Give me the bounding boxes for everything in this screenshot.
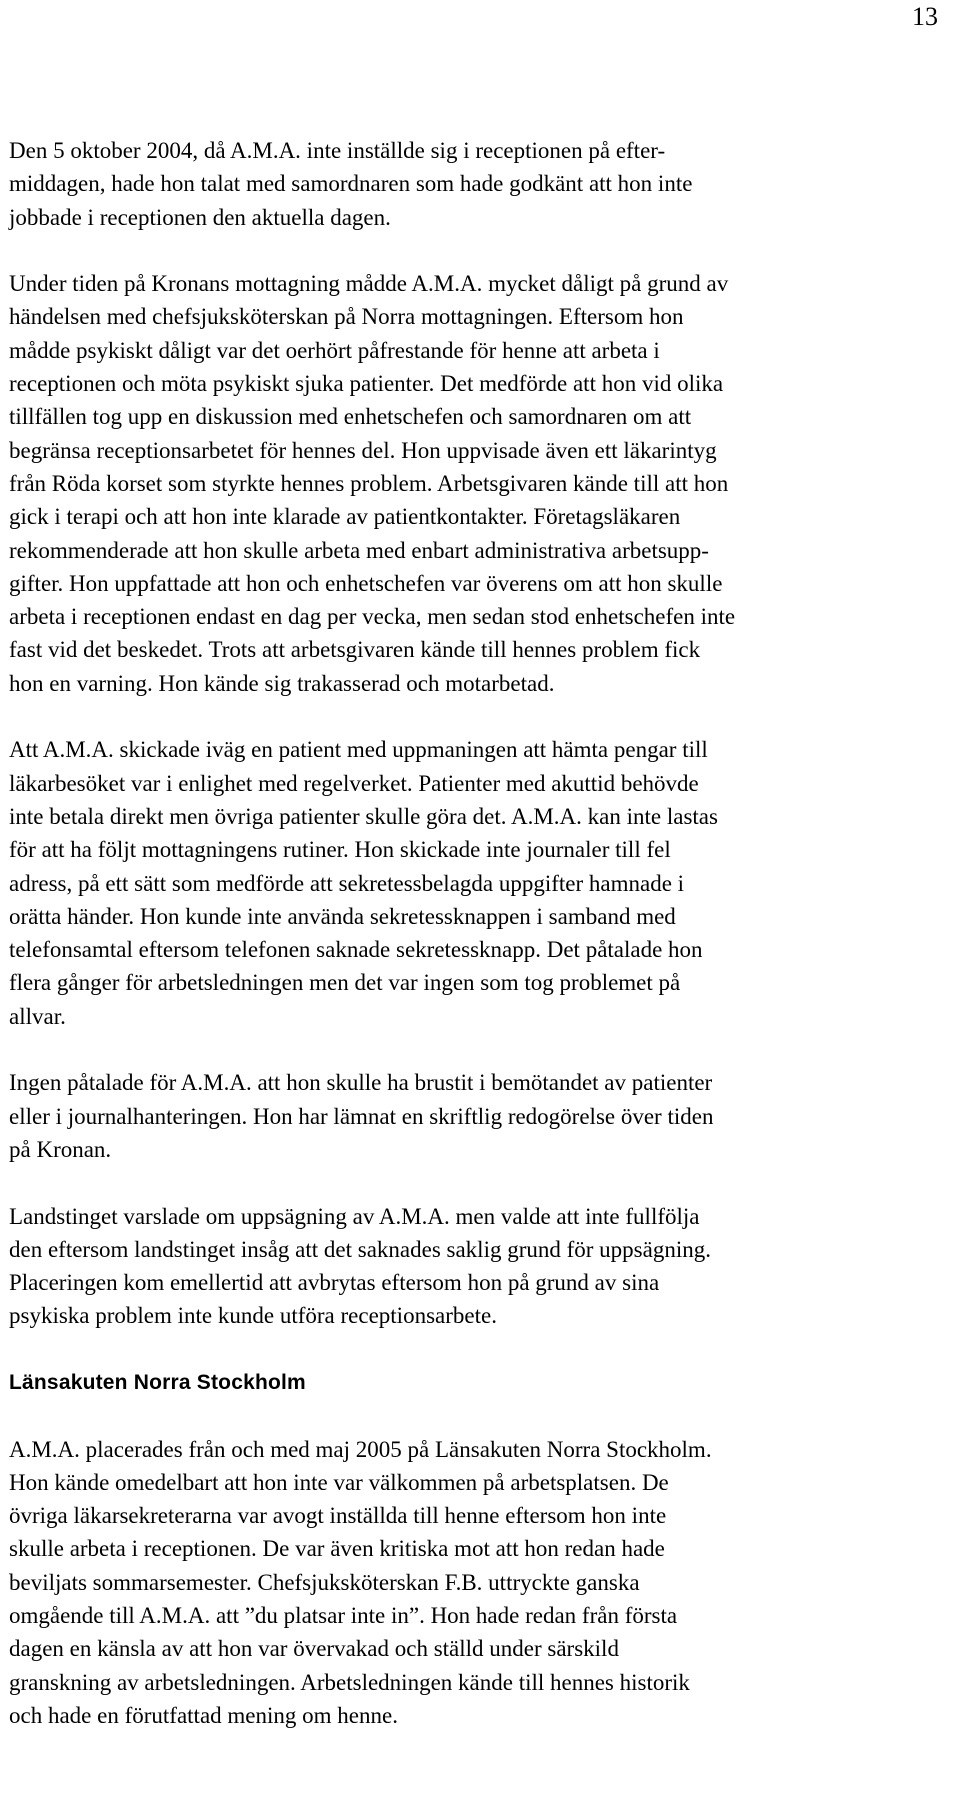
paragraph-gap [9,700,949,733]
paragraph-gap [9,1166,949,1199]
document-body [9,134,949,1732]
paragraph-gap [9,1399,949,1432]
paragraph-gap [9,1033,949,1066]
paragraph-gap [9,1333,949,1366]
paragraph-absence-october: Den 5 oktober 2004, då A.M.A. inte inställde sig i receptionen på efter- middagen, hade hon talat med samordnaren som hade godkänt att hon inte jobbade i receptionen den aktuella dagen. [9,138,693,230]
paragraph-termination-notice: Landstinget varslade om uppsägning av A.M.A. men valde att inte fullfölja den eftersom landstinget insåg att det saknades saklig grund för uppsägning. Placeringen kom emellertid att avbrytas eftersom hon på grund av sina psykiska problem inte kunde utföra receptionsarbete. [9,1203,711,1329]
paragraph-no-complaints: Ingen påtalade för A.M.A. att hon skulle ha brustit i bemötandet av patienter eller i journalhanteringen. Hon har lämnat en skriftlig redogörelse över tiden på Kronan. [9,1070,714,1162]
paragraph-gap [9,234,949,267]
paragraph-kronan-reception: Under tiden på Kronans mottagning mådde A.M.A. mycket dåligt på grund av händelsen med chefsjuksköterskan på Norra mottagningen. Eftersom hon mådde psykiskt dåligt var det oerhört påfrestande för henne att arbeta i receptionen och möta psykiskt sjuka patienter. Det medförde att hon vid olika tillfällen tog upp en diskussion med enhetschefen och samordnaren om att begränsa receptionsarbetet för hennes del. Hon uppvisade även ett läkarintyg från Röda korset som styrkte hennes problem. Arbetsgivaren kände till att hon gick i terapi och att hon inte klarade av patientkontakter. Företagsläkaren rekommenderade att hon skulle arbeta med enbart administrativa arbetsupp- gifter. Hon uppfattade att hon och enhetschefen var överens om att hon skulle arbeta i receptionen endast en dag per vecka, men sedan stod enhetschefen inte fast vid det beskedet. Trots att arbetsgivaren kände till hennes problem fick hon en varning. Hon kände sig trakasserad och motarbetad. [9,271,736,696]
paragraph-lansakuten-placement: A.M.A. placerades från och med maj 2005 på Länsakuten Norra Stockholm. Hon kände omedelbart att hon inte var välkommen på arbetsplatsen. De övriga läkarsekreterarna var avogt inställda till henne eftersom hon inte skulle arbeta i receptionen. De var även kritiska mot att hon redan hade beviljats sommarsemester. Chefsjuksköterskan F.B. uttryckte ganska omgående till A.M.A. att ”du platsar inte in”. Hon hade redan från första dagen en känsla av att hon var övervakad och ställd under särskild granskning av arbetsledningen. Arbetsledningen kände till hennes historik och hade en förutfattad mening om henne. [9,1436,712,1728]
paragraph-patient-payment: Att A.M.A. skickade iväg en patient med uppmaningen att hämta pengar till läkarbesöket var i enlighet med regelverket. Patienter med akuttid behövde inte betala direkt men övriga patienter skulle göra det. A.M.A. kan inte lastas för att ha följt mottagningens rutiner. Hon skickade inte journaler till fel adress, på ett sätt som medförde att sekretessbelagda uppgifter hamnade i orätta händer. Hon kunde inte använda sekretessknappen i samband med telefonsamtal eftersom telefonen saknade sekretessknapp. Det påtalade hon flera gånger för arbetsledningen men det var ingen som tog problemet på allvar. [9,737,718,1029]
section-heading: Länsakuten Norra Stockholm [9,1370,306,1394]
page-number: 13 [912,2,938,31]
